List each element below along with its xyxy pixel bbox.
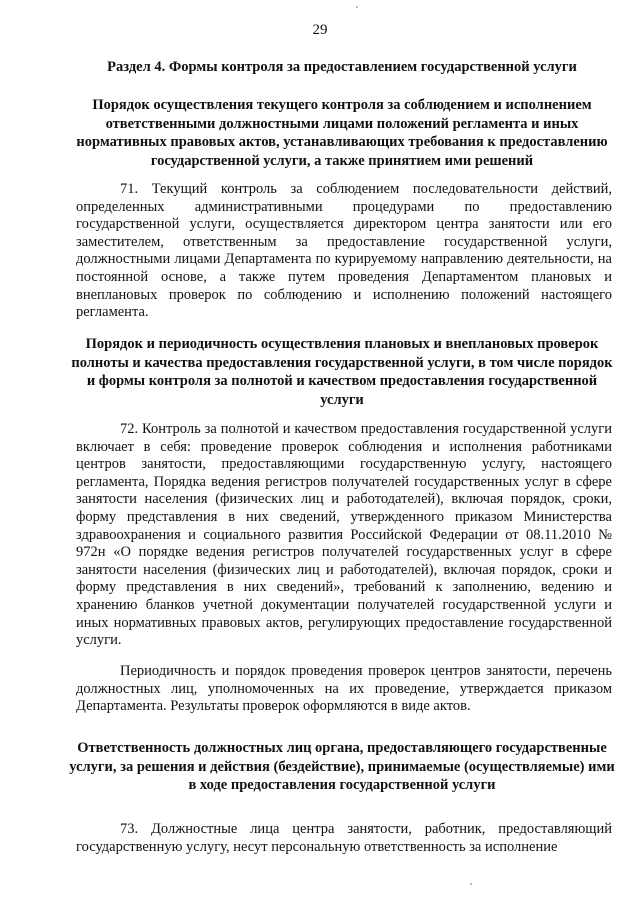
scan-mark	[356, 6, 358, 8]
paragraph-72: 72. Контроль за полнотой и качеством предоставления государственной услуги включает в себя: проведение проверок соблюдения и исполнения работниками центров занятости, предоставляющими государственную услугу, настоящего регламента, Порядка ведения регистров получателей государственных услуг в сфере занятости населения (физических лиц и работодателей), включая порядок, сроки, форму представления в них сведений, утвержденного приказом Министерства здравоохранения и социального развития Российской Федерации от 08.11.2010 № 972н «О порядке ведения регистров получателей государственных услуг в сфере занятости населения (физических лиц и работодателей), включая порядок, сроки и форму представления в них сведений», требований к заполнению, ведению и хранению бланков учетной документации получателей государственной услуги и иных нормативных правовых актов, регулирующих предоставление государственной услуги.	[76, 421, 612, 649]
heading-current-control: Порядок осуществления текущего контроля за соблюдением и исполнением ответственными должностными лицами положений регламента и иных нормативных правовых актов, устанавливающих требования к предоставлению государственной услуги, а также принятием ими решений	[76, 97, 608, 169]
scan-mark	[470, 883, 472, 885]
heading-responsibility: Ответственность должностных лиц органа, предоставляющего государственные услуги, за решения и действия (бездействие), принимаемые (осуществляемые) ими в ходе предоставления государственной услуги	[69, 740, 615, 793]
page-number: 29	[312, 22, 328, 38]
paragraph-73: 73. Должностные лица центра занятости, работник, предоставляющий государственную услугу, несут персональную ответственность за исполнение	[76, 821, 612, 855]
heading-inspections: Порядок и периодичность осуществления плановых и внеплановых проверок полноты и качества предоставления государственной услуги, в том числе порядок и формы контроля за полнотой и качеством предоставления государственной услуги	[71, 336, 613, 408]
paragraph-71: 71. Текущий контроль за соблюдением последовательности действий, определенных административными процедурами по предоставлению государственной услуги, осуществляется директором центра занятости или его заместителем, ответственным за предоставление государственной услуги, должностными лицами Департамента по курируемому направлению деятельности, на постоянной основе, а также путем проведения Департаментом плановых и внеплановых проверок по соблюдению и исполнению положений настоящего регламента.	[76, 181, 612, 321]
paragraph-periodicity: Периодичность и порядок проведения проверок центров занятости, перечень должностных лиц, уполномоченных на их проведение, утверждается приказом Департамента. Результаты проверок оформляются в виде актов.	[76, 663, 612, 715]
section-title: Раздел 4. Формы контроля за предоставлением государственной услуги	[107, 59, 577, 75]
